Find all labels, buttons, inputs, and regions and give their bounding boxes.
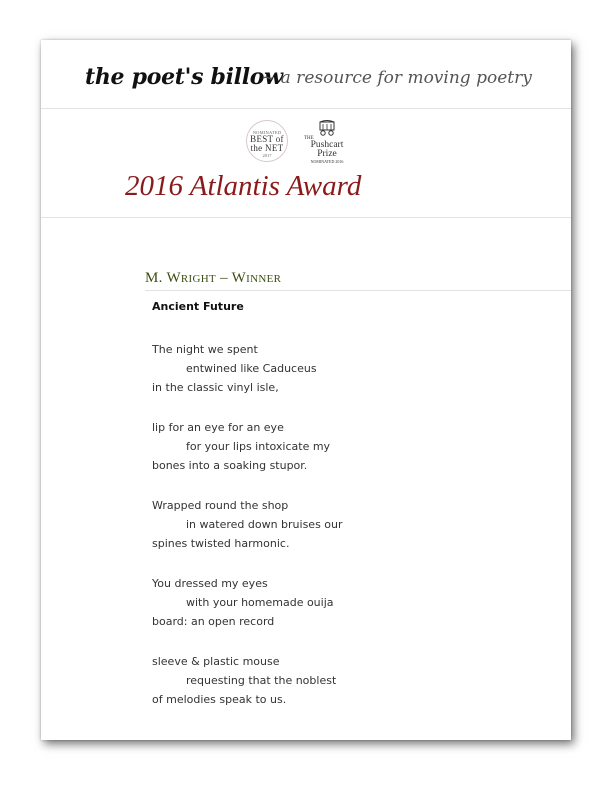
author-name: M. Wright – Winner	[145, 270, 282, 286]
award-title: 2016 Atlantis Award	[125, 170, 362, 202]
poem-line-indented: entwined like Caduceus	[186, 362, 317, 375]
best-of-net-main-label: BEST of the NET	[250, 134, 284, 153]
site-tagline: ~ a resource for moving poetry	[261, 68, 532, 88]
award-divider	[41, 217, 571, 218]
poem-line: The night we spent	[152, 343, 258, 356]
best-of-the-net-badge[interactable]	[246, 120, 288, 162]
poem-line: lip for an eye for an eye	[152, 421, 284, 434]
site-title[interactable]: the poet's billow	[85, 64, 283, 90]
pushcart-main-label: Pushcart Prize	[310, 140, 344, 159]
poem-line: spines twisted harmonic.	[152, 537, 290, 550]
poem-line: board: an open record	[152, 615, 275, 628]
pushcart-nominated-label: NOMINATED 2016	[310, 159, 344, 164]
pushcart-prize-badge[interactable]	[302, 120, 352, 164]
poem-title: Ancient Future	[152, 300, 244, 313]
poem-line: bones into a soaking stupor.	[152, 459, 308, 472]
pushcart-cart-icon	[317, 120, 337, 136]
stanza	[152, 496, 343, 553]
stanza	[152, 652, 343, 709]
stanza	[152, 340, 343, 397]
poem-body	[152, 340, 343, 730]
author-heading	[145, 267, 571, 291]
poem-line: You dressed my eyes	[152, 577, 268, 590]
poem-line-indented: requesting that the noblest	[186, 674, 337, 687]
poem-line: sleeve & plastic mouse	[152, 655, 280, 668]
poem-line-indented: in watered down bruises our	[186, 518, 343, 531]
page-sheet	[41, 40, 571, 740]
stanza	[152, 418, 343, 475]
site-header	[41, 40, 571, 109]
poem-line: of melodies speak to us.	[152, 693, 287, 706]
poem-line: in the classic vinyl isle,	[152, 381, 279, 394]
best-of-net-year: 2017	[262, 153, 272, 158]
poem-line-indented: with your homemade ouija	[186, 596, 334, 609]
stanza	[152, 574, 343, 631]
best-of-net-nominated-label: NOMINATED	[252, 130, 282, 135]
poem-line: Wrapped round the shop	[152, 499, 289, 512]
poem-line-indented: for your lips intoxicate my	[186, 440, 331, 453]
pushcart-the-label: THE	[304, 136, 314, 141]
